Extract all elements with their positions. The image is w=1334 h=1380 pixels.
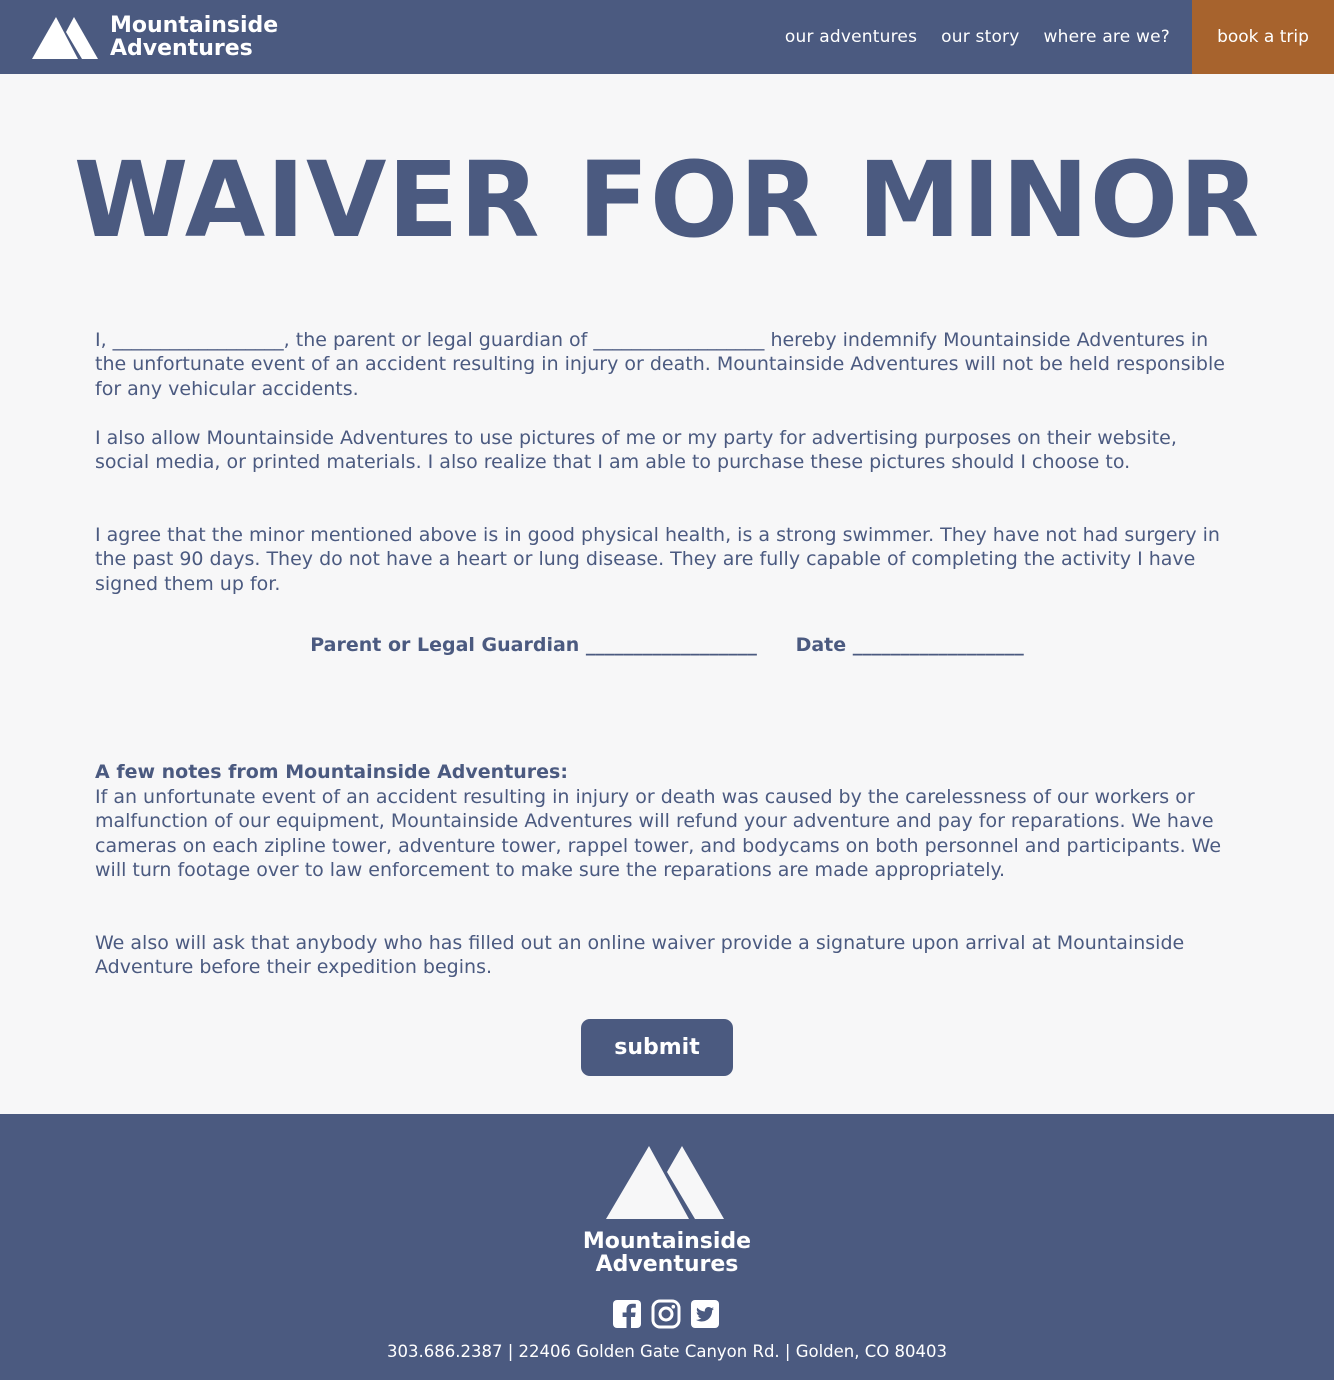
waiver-paragraph-health: I agree that the minor mentioned above is in good physical health, is a strong swimmer. They have not had surgery in the past 90 days. They do not have a heart or lung disease. They are fully capable of completing the activity I have signed them up for. xyxy=(95,524,1220,595)
nav-our-adventures[interactable]: our adventures xyxy=(784,27,918,47)
signature-line xyxy=(0,634,1334,656)
facebook-icon[interactable] xyxy=(612,1299,642,1329)
instagram-icon[interactable] xyxy=(651,1299,681,1329)
mountain-logo-icon xyxy=(32,14,98,60)
mountain-logo-icon xyxy=(606,1144,724,1220)
guardian-signature-field[interactable]: Parent or Legal Guardian __________________ xyxy=(310,634,757,656)
page-title: WAIVER FOR MINOR xyxy=(73,139,1261,261)
submit-button[interactable]: submit xyxy=(581,1019,733,1076)
twitter-icon[interactable] xyxy=(690,1299,720,1329)
notes-paragraph-refund: If an unfortunate event of an accident resulting in injury or death was caused by the carelessness of our workers or malfunction of our equipment, Mountainside Adventures will refund your adventure and pay for reparations. We have cameras on each zipline tower, adventure tower, rappel tower, and bodycams on both personnel and participants. We will turn footage over to law enforcement to make sure the reparations are made appropriately. xyxy=(95,786,1222,881)
brand-logo[interactable] xyxy=(32,14,278,60)
contact-info: 303.686.2387 | 22406 Golden Gate Canyon Rd. | Golden, CO 80403 xyxy=(387,1342,947,1361)
brand-name: Mountainside Adventures xyxy=(110,13,279,61)
main-nav xyxy=(761,0,1170,74)
social-links xyxy=(612,1299,729,1329)
notes-paragraph-signature: We also will ask that anybody who has filled out an online waiver provide a signature upon arrival at Mountainside Adventure before their expedition begins. xyxy=(95,932,1185,979)
nav-our-story[interactable]: our story xyxy=(941,27,1020,47)
site-footer xyxy=(0,1114,1334,1380)
nav-where-are-we[interactable]: where are we? xyxy=(1043,27,1170,47)
book-a-trip-button[interactable]: book a trip xyxy=(1192,0,1334,74)
footer-brand-name: Mountainside Adventures xyxy=(582,1229,752,1277)
waiver-paragraph-pictures: I also allow Mountainside Adventures to use pictures of me or my party for advertising purposes on their website, social media, or printed materials. I also realize that I am able to purchase these pictures should I choose to. xyxy=(95,427,1177,474)
waiver-paragraph-indemnify: I, __________________, the parent or legal guardian of __________________ hereby indemnify Mountainside Adventures in the unfortunate event of an accident resulting in injury or death. Mountainside Adventures will not be held responsible for any vehicular accidents. xyxy=(95,329,1225,400)
date-field[interactable]: Date __________________ xyxy=(795,634,1024,656)
notes-heading: A few notes from Mountainside Adventures: xyxy=(95,761,568,783)
site-header xyxy=(0,0,1334,74)
